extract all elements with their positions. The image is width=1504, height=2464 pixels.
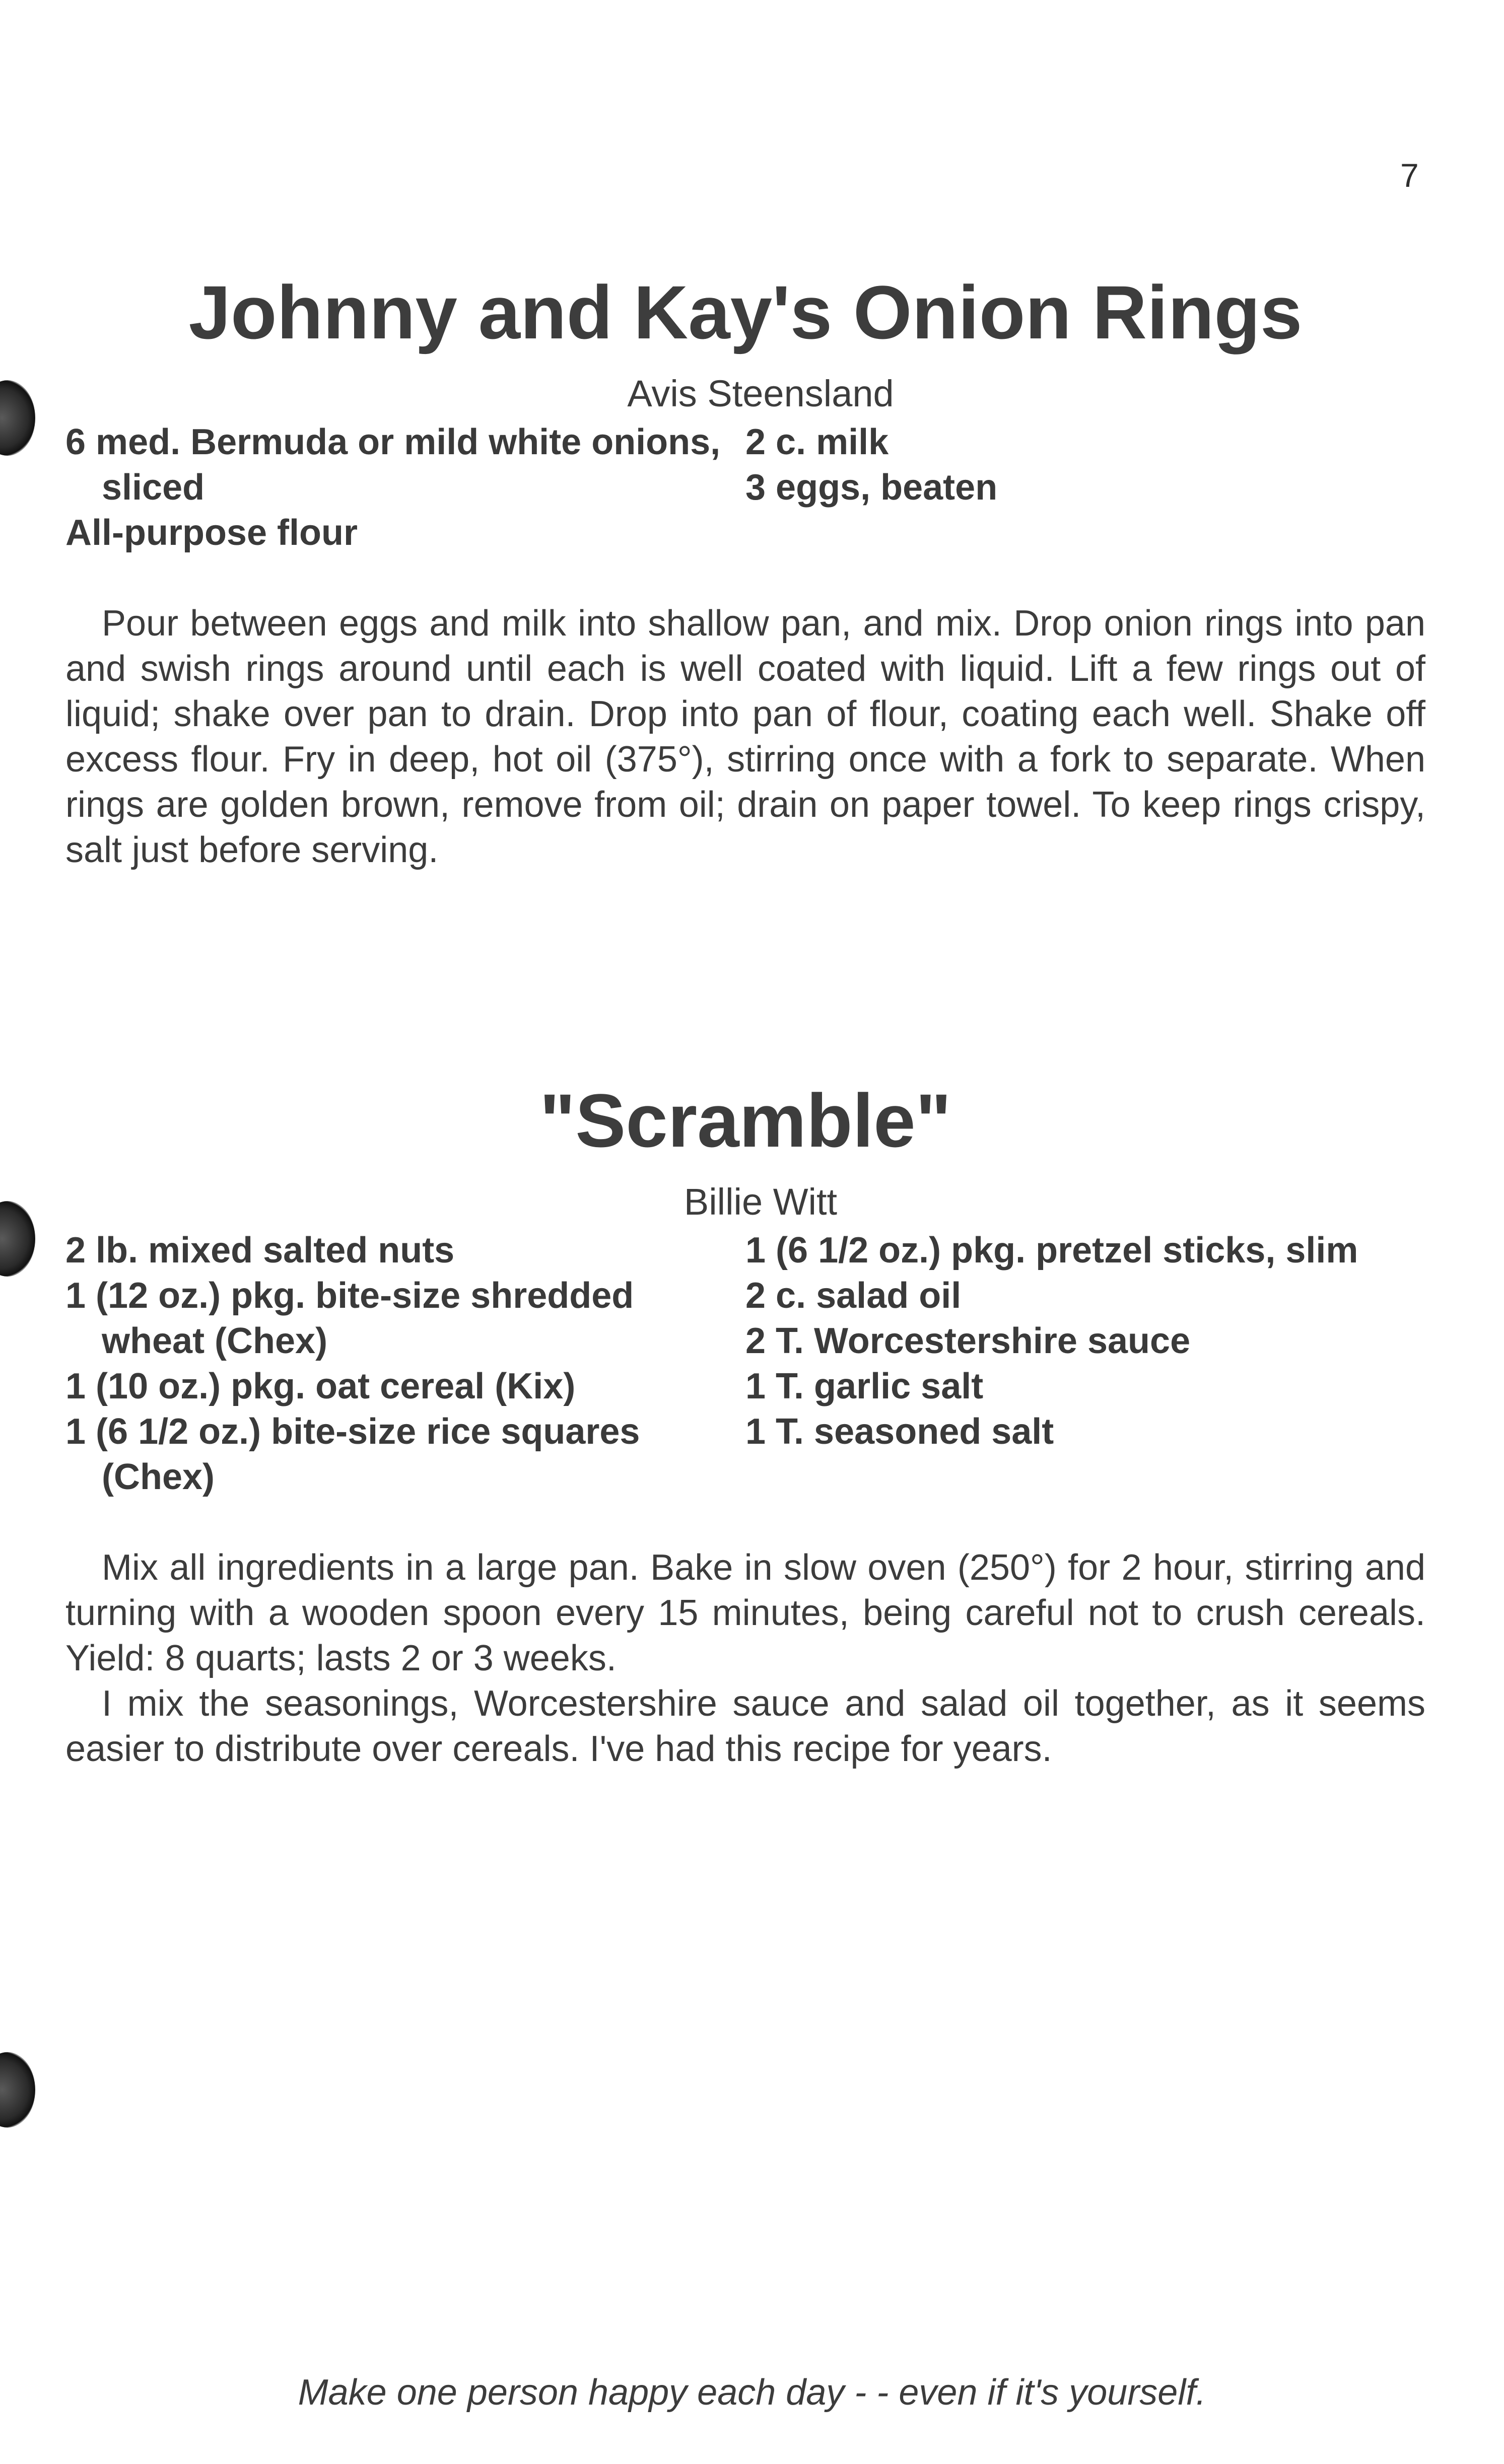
binder-hole <box>0 2052 35 2128</box>
recipe-author: Billie Witt <box>683 1181 838 1223</box>
recipe-author: Avis Steensland <box>627 373 894 414</box>
ingredient-item: 1 (6 1/2 oz.) bite-size rice squares (Chex) <box>65 1412 640 1497</box>
ingredients-column-right <box>745 419 1425 555</box>
recipe-onion-rings <box>65 270 1425 873</box>
footer-quote: Make one person happy each day - - even if it's yourself. <box>298 2372 1206 2413</box>
ingredients-column-left <box>65 419 745 555</box>
ingredient-item: 1 (12 oz.) pkg. bite-size shredded wheat (Chex) <box>65 1276 634 1361</box>
ingredients-column-right <box>745 1228 1425 1500</box>
ingredient-item: 3 eggs, beaten <box>745 467 998 508</box>
recipe-title: Johnny and Kay's Onion Rings <box>188 270 1303 355</box>
recipe-directions <box>65 601 1425 873</box>
ingredient-item: 1 T. garlic salt <box>745 1366 984 1406</box>
directions-paragraph: Pour between eggs and milk into shallow pan, and mix. Drop onion rings into pan and swish rings around until each is well coated with liquid. Lift a few rings out of liquid; shake over pan to drain. Drop into pan of flour, coating each well. Shake off excess flour. Fry in deep, hot oil (375°), stirring once with a fork to separate. When rings are golden brown, remove from oil; drain on paper towel. To keep rings crispy, salt just before serving. <box>65 603 1425 870</box>
ingredient-item: 2 c. milk <box>745 422 889 462</box>
ingredients-column-left <box>65 1228 745 1500</box>
ingredient-item: 1 (6 1/2 oz.) pkg. pretzel sticks, slim <box>745 1230 1358 1271</box>
binder-hole <box>0 380 35 456</box>
page-number: 7 <box>1400 157 1419 194</box>
directions-paragraph: Mix all ingredients in a large pan. Bake in slow oven (250°) for 2 hour, stirring and turning with a wooden spoon every 15 minutes, being careful not to crush cereals. Yield: 8 quarts; lasts 2 or 3 weeks. <box>65 1547 1425 1678</box>
ingredient-item: 2 c. salad oil <box>745 1276 962 1316</box>
recipe-scramble <box>65 1078 1425 1772</box>
ingredients-list <box>65 1228 1425 1500</box>
ingredient-item: 1 T. seasoned salt <box>745 1412 1054 1452</box>
ingredient-item: 1 (10 oz.) pkg. oat cereal (Kix) <box>65 1366 576 1406</box>
ingredients-list <box>65 419 1425 555</box>
directions-paragraph: I mix the seasonings, Worcestershire sauce and salad oil together, as it seems easier to distribute over cereals. I've had this recipe for years. <box>65 1683 1425 1769</box>
ingredient-item: 6 med. Bermuda or mild white onions, sliced <box>65 422 721 508</box>
ingredient-item: All-purpose flour <box>65 513 358 553</box>
ingredient-item: 2 lb. mixed salted nuts <box>65 1230 455 1271</box>
recipe-directions <box>65 1545 1425 1772</box>
recipe-title: "Scramble" <box>539 1078 951 1163</box>
ingredient-item: 2 T. Worcestershire sauce <box>745 1321 1191 1361</box>
binder-hole <box>0 1201 35 1277</box>
